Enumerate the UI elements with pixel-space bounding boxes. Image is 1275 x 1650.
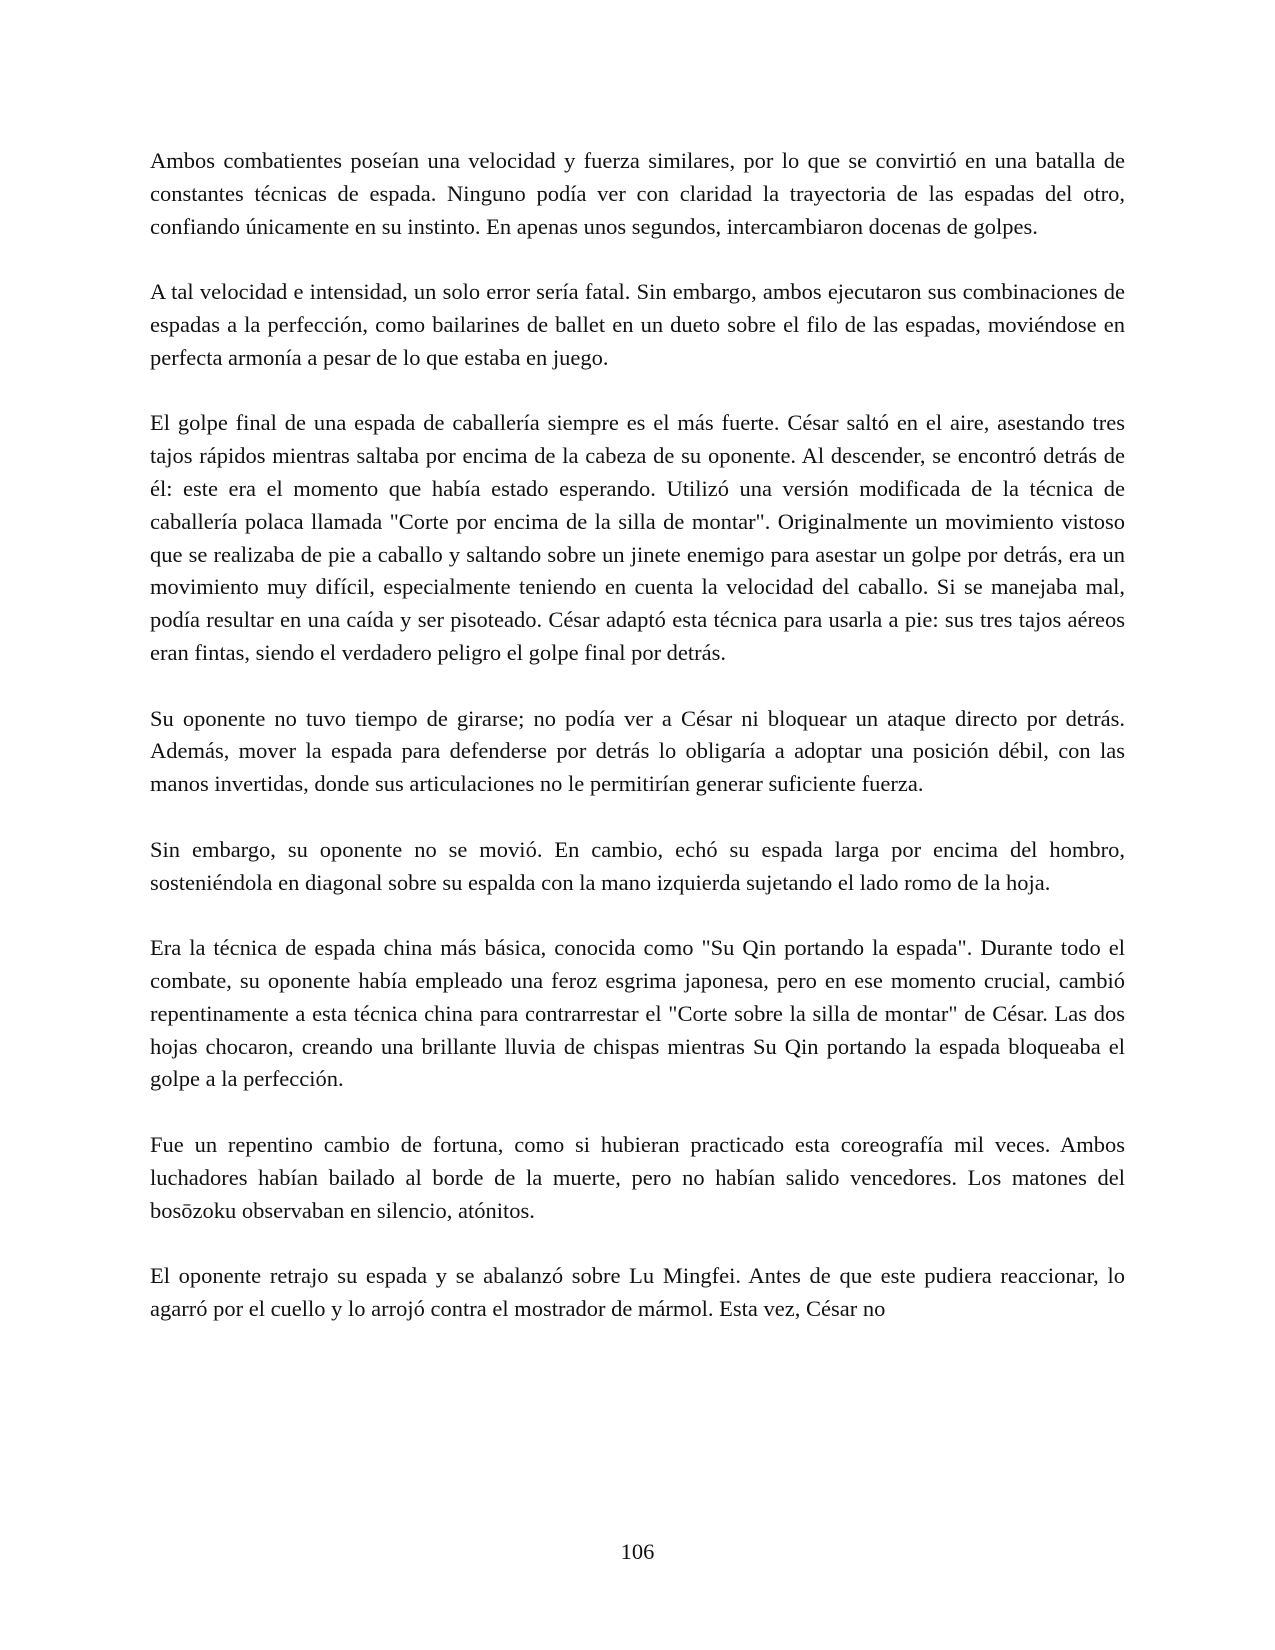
page-number: 106: [620, 1539, 655, 1564]
paragraph-3: El golpe final de una espada de caballería siempre es el más fuerte. César saltó en el aire, asestando tres tajos rápidos mientras saltaba por encima de la cabeza de su oponente. Al descender, se encontró detrás de él: este era el momento que había estado esperando. Utilizó una versión modificada de la técnica de caballería polaca llamada "Corte por encima de la silla de montar". Originalmente un movimiento vistoso que se realizaba de pie a caballo y saltando sobre un jinete enemigo para asestar un golpe por detrás, era un movimiento muy difícil, especialmente teniendo en cuenta la velocidad del caballo. Si se manejaba mal, podía resultar en una caída y ser pisoteado. César adaptó esta técnica para usarla a pie: sus tres tajos aéreos eran fintas, siendo el verdadero peligro el golpe final por detrás.: [150, 410, 1125, 665]
paragraph-7: Fue un repentino cambio de fortuna, como si hubieran practicado esta coreografía mil veces. Ambos luchadores habían bailado al borde de la muerte, pero no habían salido vencedores. Los matones del bosōzoku observaban en silencio, atónitos.: [150, 1131, 1125, 1223]
paragraph-2: A tal velocidad e intensidad, un solo error sería fatal. Sin embargo, ambos ejecutaron sus combinaciones de espadas a la perfección, como bailarines de ballet en un dueto sobre el filo de las espadas, moviéndose en perfecta armonía a pesar de lo que estaba en juego.: [150, 279, 1125, 370]
paragraph-8: El oponente retrajo su espada y se abalanzó sobre Lu Mingfei. Antes de que este pudiera reaccionar, lo agarró por el cuello y lo arrojó contra el mostrador de mármol. Esta vez, César no: [150, 1263, 1125, 1321]
paragraph-4: Su oponente no tuvo tiempo de girarse; no podía ver a César ni bloquear un ataque directo por detrás. Además, mover la espada para defenderse por detrás lo obligaría a adoptar una posición débil, con las manos invertidas, donde sus articulaciones no le permitirían generar suficiente fuerza.: [150, 705, 1125, 797]
paragraph-6: Era la técnica de espada china más básica, conocida como "Su Qin portando la espada". Durante todo el combate, su oponente había empleado una feroz esgrima japonesa, pero en ese momento crucial, cambió repentinamente a esta técnica china para contrarrestar el "Corte sobre la silla de montar" de César. Las dos hojas chocaron, creando una brillante lluvia de chispas mientras Su Qin portando la espada bloqueaba el golpe a la perfección.: [150, 935, 1125, 1092]
paragraph-1: Ambos combatientes poseían una velocidad y fuerza similares, por lo que se convirtió en una batalla de constantes técnicas de espada. Ninguno podía ver con claridad la trayectoria de las espadas del otro, confiando únicamente en su instinto. En apenas unos segundos, intercambiaron docenas de golpes.: [150, 148, 1125, 239]
paragraph-5: Sin embargo, su oponente no se movió. En cambio, echó su espada larga por encima del hombro, sosteniéndola en diagonal sobre su espalda con la mano izquierda sujetando el lado romo de la hoja.: [150, 836, 1125, 895]
body-text: [150, 145, 1125, 1326]
